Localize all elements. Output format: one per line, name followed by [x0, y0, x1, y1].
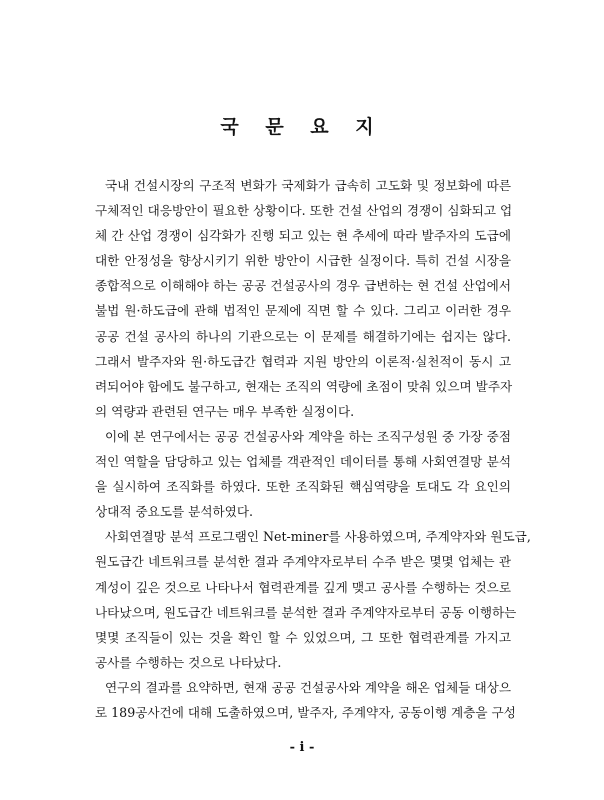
text-line: 나타났으며, 원도급간 네트워크를 분석한 결과 주계약자로부터 공동 이행하는	[95, 604, 517, 620]
text-line: 사회연결망 분석 프로그램인 Net-miner를 사용하였으며, 주계약자와 원도급,	[105, 529, 531, 545]
text-line: 상대적 중요도를 분석하였다.	[95, 504, 253, 520]
text-line: 연구의 결과를 요약하면, 현재 공공 건설공사와 계약을 해온 업체들 대상으	[105, 679, 511, 695]
text-line: 공사를 수행하는 것으로 나타났다.	[95, 654, 282, 670]
text-line: 몇몇 조직들이 있는 것을 확인 할 수 있었으며, 그 또한 협력관계를 가지고	[95, 629, 511, 645]
text-line: 의 역량과 관련된 연구는 매우 부족한 실정이다.	[95, 403, 355, 419]
text-line: 체 간 산업 경쟁이 심각화가 진행 되고 있는 현 추세에 따라 발주자의 도급에	[95, 228, 511, 244]
text-line: 계성이 깊은 것으로 나타나서 협력관계를 깊게 맺고 공사를 수행하는 것으로	[95, 579, 511, 595]
text-line: 종합적으로 이해해야 하는 공공 건설공사의 경우 급변하는 현 건설 산업에서	[95, 278, 511, 294]
text-line: 공공 건설 공사의 하나의 기관으로는 이 문제를 해결하기에는 쉽지는 않다.	[95, 328, 511, 344]
text-line: 원도급간 네트워크를 분석한 결과 주계약자로부터 수주 받은 몇몇 업체는 관	[95, 554, 511, 570]
text-line: 대한 안정성을 향상시키기 위한 방안이 시급한 실정이다. 특히 건설 시장을	[95, 253, 511, 269]
text-line: 구체적인 대응방안이 필요한 상황이다. 또한 건설 산업의 경쟁이 심화되고 업	[95, 203, 513, 219]
text-line: 적인 역할을 담당하고 있는 업체를 객관적인 데이터를 통해 사회연결망 분석	[95, 454, 511, 470]
text-line: 려되어야 함에도 불구하고, 현재는 조직의 역량에 초점이 맞춰 있으며 발주자	[95, 378, 513, 394]
text-line: 그래서 발주자와 원·하도급간 협력과 지원 방안의 이론적·실천적이 동시 고	[95, 353, 511, 369]
abstract-body	[95, 175, 531, 727]
text-line: 을 실시하여 조직화를 하였다. 또한 조직화된 핵심역량을 토대도 각 요인의	[95, 479, 511, 495]
text-line: 이에 본 연구에서는 공공 건설공사와 계약을 하는 조직구성원 중 가장 중점	[105, 428, 511, 444]
page-title: 국 문 요 지	[220, 116, 384, 138]
text-line: 불법 원·하도급에 관해 법적인 문제에 직면 할 수 있다. 그리고 이러한 경우	[95, 303, 511, 319]
text-line: 로 189공사건에 대해 도출하였으며, 발주자, 주계약자, 공동이행 계층을 구성	[95, 704, 516, 720]
text-line: 국내 건설시장의 구조적 변화가 국제화가 급속히 고도화 및 정보화에 따른	[105, 178, 511, 193]
page-number: - i -	[289, 740, 315, 755]
